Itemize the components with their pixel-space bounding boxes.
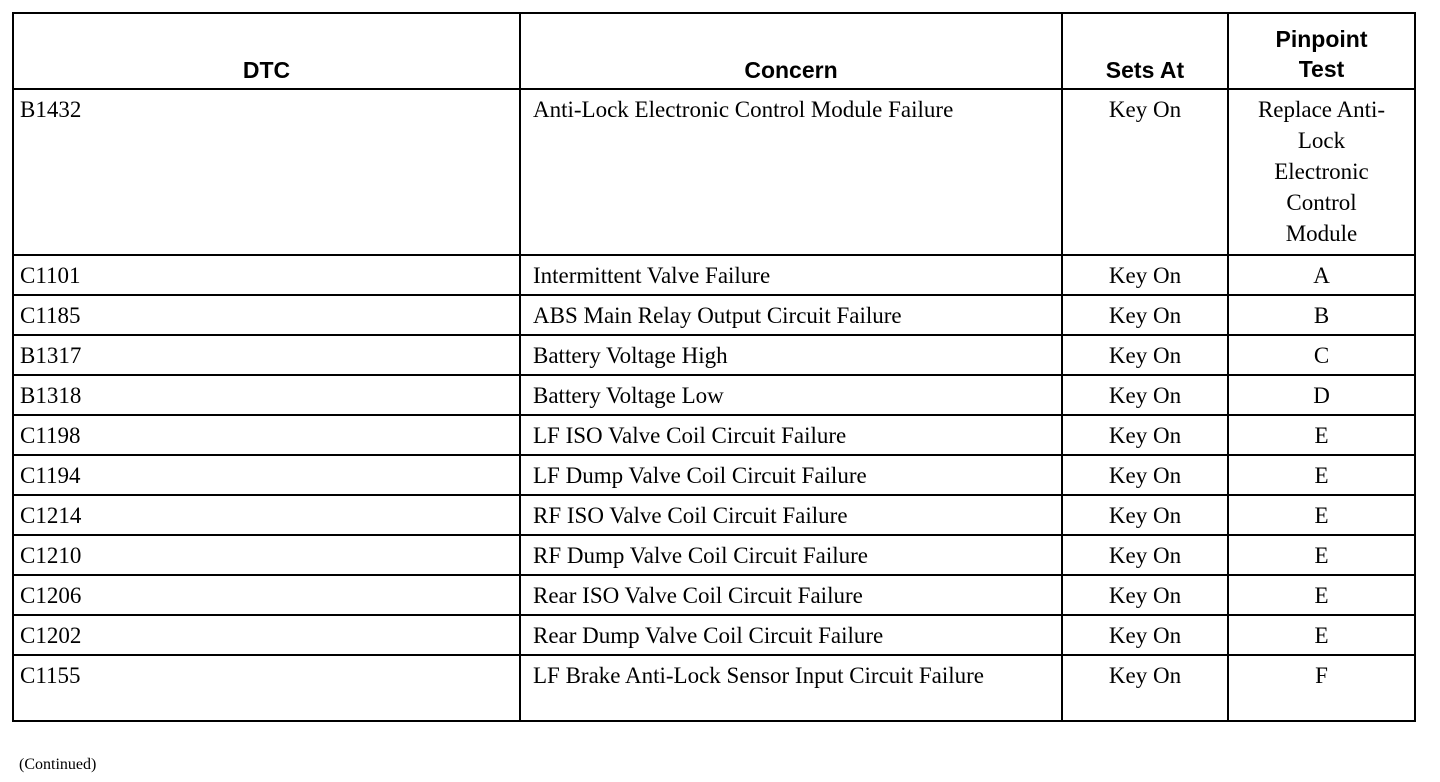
concern-text: Intermittent Valve Failure xyxy=(520,255,1062,295)
concern-text: RF ISO Valve Coil Circuit Failure xyxy=(520,495,1062,535)
pinpoint-test: A xyxy=(1228,255,1415,295)
concern-text: Rear Dump Valve Coil Circuit Failure xyxy=(520,615,1062,655)
pinpoint-test: D xyxy=(1228,375,1415,415)
dtc-code: C1155 xyxy=(13,655,520,721)
pinpoint-test: E xyxy=(1228,535,1415,575)
dtc-code: C1185 xyxy=(13,295,520,335)
sets-at: Key On xyxy=(1062,375,1228,415)
table-row xyxy=(13,335,1415,375)
dtc-code: C1206 xyxy=(13,575,520,615)
pinpoint-test: F xyxy=(1228,655,1415,721)
sets-at: Key On xyxy=(1062,335,1228,375)
table-row xyxy=(13,255,1415,295)
sets-at: Key On xyxy=(1062,535,1228,575)
pinpoint-test: E xyxy=(1228,575,1415,615)
table-row xyxy=(13,575,1415,615)
concern-text-value: LF Brake Anti-Lock Sensor Input Circuit Failure xyxy=(533,663,984,688)
concern-text: RF Dump Valve Coil Circuit Failure xyxy=(520,535,1062,575)
concern-text xyxy=(520,655,1062,721)
pinpoint-test: B xyxy=(1228,295,1415,335)
table-row xyxy=(13,655,1415,721)
header-pinpoint-line2: Test xyxy=(1298,56,1345,82)
sets-at: Key On xyxy=(1062,615,1228,655)
table-row xyxy=(13,415,1415,455)
dtc-table xyxy=(12,12,1416,722)
continued-note: (Continued) xyxy=(19,756,97,773)
concern-text: Rear ISO Valve Coil Circuit Failure xyxy=(520,575,1062,615)
dtc-code: B1317 xyxy=(13,335,520,375)
sets-at: Key On xyxy=(1062,455,1228,495)
dtc-code: C1210 xyxy=(13,535,520,575)
dtc-code: C1101 xyxy=(13,255,520,295)
concern-text-value: Anti-Lock Electronic Control Module Failure xyxy=(533,97,954,122)
sets-at: Key On xyxy=(1062,415,1228,455)
pinpoint-test: E xyxy=(1228,495,1415,535)
header-sets-at: Sets At xyxy=(1062,13,1228,89)
concern-text: LF Dump Valve Coil Circuit Failure xyxy=(520,455,1062,495)
header-row xyxy=(13,13,1415,89)
dtc-code: C1202 xyxy=(13,615,520,655)
table-row xyxy=(13,455,1415,495)
table-row xyxy=(13,295,1415,335)
sets-at: Key On xyxy=(1062,655,1228,721)
table-row xyxy=(13,89,1415,255)
concern-text xyxy=(520,89,1062,255)
sets-at: Key On xyxy=(1062,295,1228,335)
table-row xyxy=(13,535,1415,575)
sets-at: Key On xyxy=(1062,255,1228,295)
header-concern: Concern xyxy=(520,13,1062,89)
sets-at: Key On xyxy=(1062,89,1228,255)
pinpoint-test: C xyxy=(1228,335,1415,375)
pinpoint-test: E xyxy=(1228,415,1415,455)
concern-text: ABS Main Relay Output Circuit Failure xyxy=(520,295,1062,335)
dtc-code: C1194 xyxy=(13,455,520,495)
header-dtc: DTC xyxy=(13,13,520,89)
pinpoint-test: E xyxy=(1228,615,1415,655)
sets-at: Key On xyxy=(1062,495,1228,535)
pinpoint-test xyxy=(1228,89,1415,255)
concern-text: Battery Voltage Low xyxy=(520,375,1062,415)
table-body xyxy=(13,89,1415,721)
header-pinpoint-test xyxy=(1228,13,1415,89)
table-row xyxy=(13,615,1415,655)
dtc-code: B1432 xyxy=(13,89,520,255)
header-pinpoint-line1: Pinpoint xyxy=(1275,26,1368,52)
pinpoint-test-value: Replace Anti-Lock Electronic Control Module xyxy=(1257,97,1386,246)
dtc-code: B1318 xyxy=(13,375,520,415)
table-row xyxy=(13,375,1415,415)
table-row xyxy=(13,495,1415,535)
dtc-code: C1198 xyxy=(13,415,520,455)
sets-at: Key On xyxy=(1062,575,1228,615)
concern-text: Battery Voltage High xyxy=(520,335,1062,375)
pinpoint-test: E xyxy=(1228,455,1415,495)
concern-text: LF ISO Valve Coil Circuit Failure xyxy=(520,415,1062,455)
dtc-code: C1214 xyxy=(13,495,520,535)
table-header xyxy=(13,13,1415,89)
